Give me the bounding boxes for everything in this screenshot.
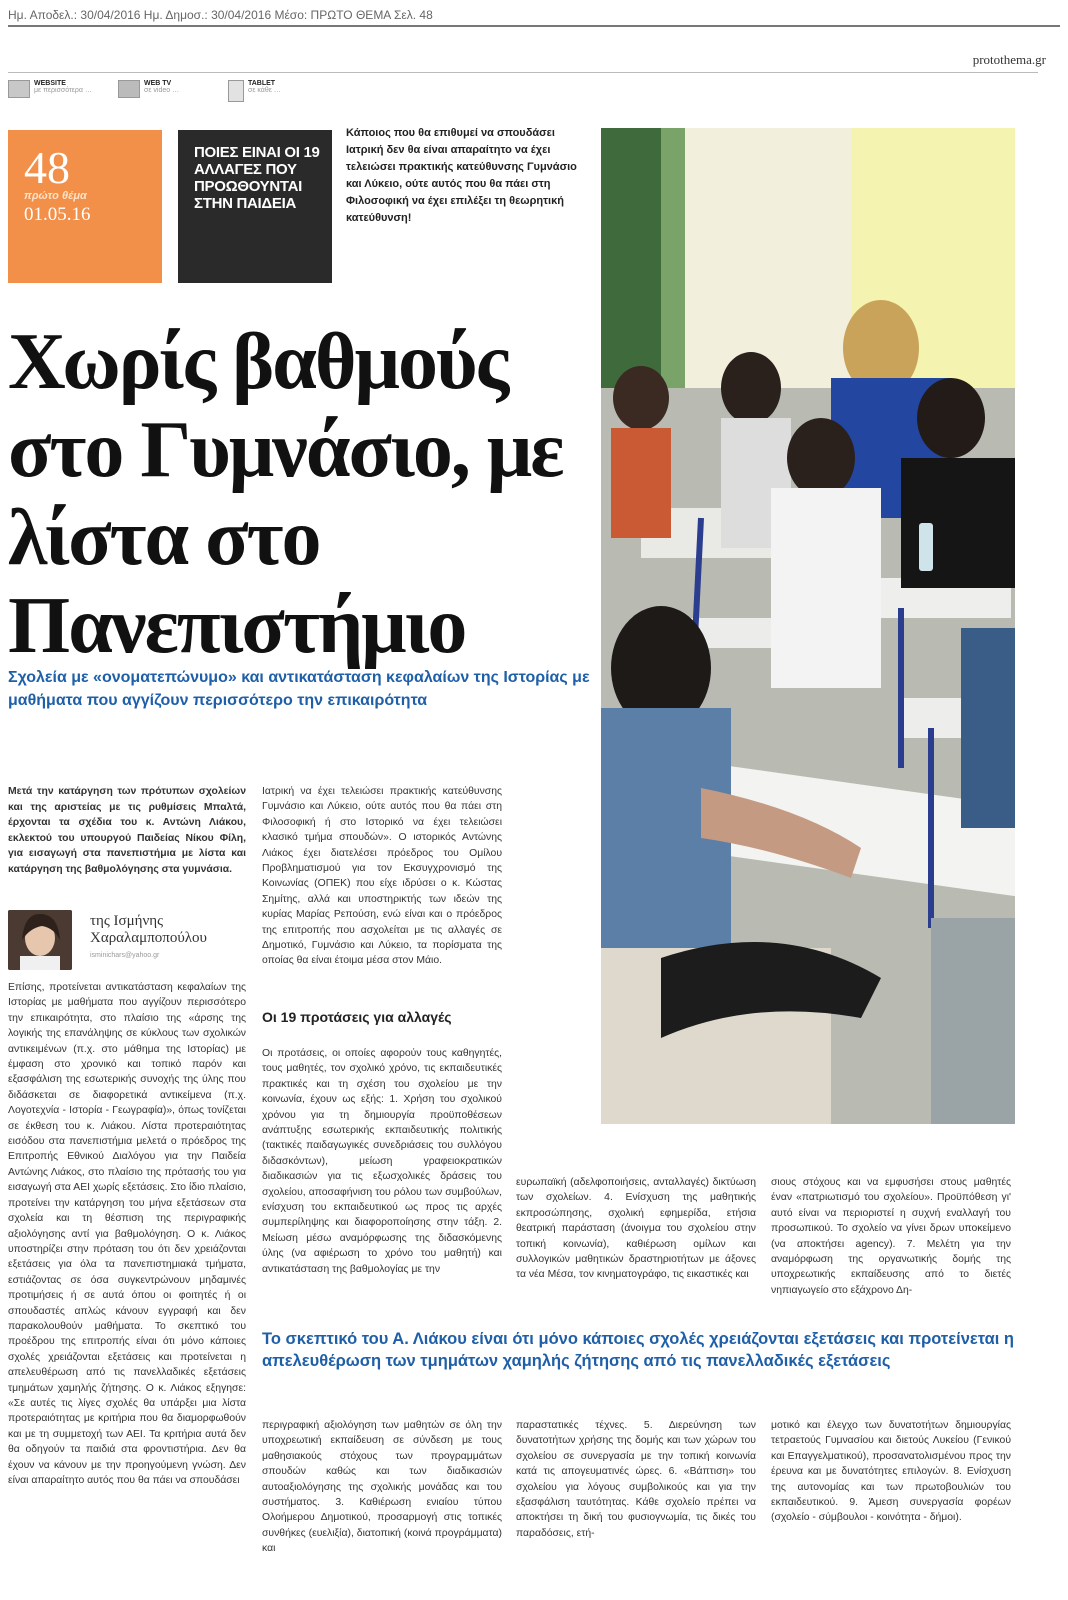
- header-divider: [8, 25, 1060, 27]
- exam-classroom-photo: [601, 128, 1015, 1124]
- media-tablet-label: TABLET: [248, 80, 276, 87]
- site-name: protothema.gr: [972, 52, 1046, 67]
- media-tablet-text: σε κάθε …: [248, 87, 281, 94]
- media-webtv-label: WEB TV: [144, 80, 172, 87]
- clipping-meta-line: Ημ. Αποδελ.: 30/04/2016 Ημ. Δημοσ.: 30/04/2016 Μέσο: ΠΡΩΤΟ ΘΕΜΑ Σελ. 48: [8, 8, 433, 22]
- play-icon: [118, 80, 140, 98]
- article-column-2-bottom: περιγραφική αξιολόγηση των μαθητών σε όλη την υποχρεωτική εκπαίδευση σε σύνδεση με τους μαθησιακούς στόχους των προγραμμάτων σπουδών καθώς και των διαδικασιών αυτοαξιολόγησης της σχολικής μονάδας και του συστήματος. 3. Καθιέρωση ενιαίου τύπου Ολοήμερου Δημοτικού, προσαρμογή στις τοπικές συνθήκες (ευελιξία), διατοπική (κοινά προγράμματα) και: [262, 1420, 502, 1555]
- media-website-label: WEBSITE: [34, 80, 66, 87]
- pull-quote: Το σκεπτικό του Α. Λιάκου είναι ότι μόνο κάποιες σχολές χρειάζονται εξετάσεις και προτείνεται η απελευθέρωση των τμημάτων χαμηλής ζήτησης από τις πανελλαδικές εξετάσεις: [262, 1330, 1015, 1370]
- headline: Χωρίς βαθμούς στο Γυμνάσιο, με λίστα στο Πανεπιστήμιο: [8, 318, 563, 670]
- badge-brand: πρώτο θέμα: [24, 190, 87, 202]
- article-column-2-top: Ιατρική να έχει τελειώσει πρακτικής κατεύθυνσης Γυμνάσιο και Λύκειο, ούτε αυτός που θα πάει στη Φιλοσοφική ή στο Ιστορικό να έχει τελειώσει κλασικό τμήμα σπουδών». Ο ιστορικός Αντώνης Λιάκος έχει διατελέσει πρόεδρος του Ομίλου Προβληματισμού για τον Εκσυγχρονισμό της Κοινωνίας (ΟΠΕΚ) που είχε ιδρύσει ο κ. Κώστας Σημίτης, αλλά και υποστηρικτής των ιδεών της κυρίας Μαρίας Ρεπούση, ενώ είναι και ο πρόεδρος της επιτροπής που ασχολείται με τις αλλαγές σε Δημοτικό, Γυμνάσιο και Λύκειο, τα πορίσματα της οποίας θα είναι έτοιμα μέσα στον Μάιο.: [262, 786, 502, 967]
- tablet-icon: [228, 80, 244, 102]
- media-webtv: [118, 80, 218, 106]
- author-surname: Χαραλαμποπούλου: [90, 930, 207, 946]
- badge-date: 01.05.16: [24, 204, 91, 225]
- section-heading: Οι 19 προτάσεις για αλλαγές: [262, 1009, 452, 1025]
- media-website-text: με περισσότερα …: [34, 87, 92, 94]
- article-intro: Μετά την κατάργηση των πρότυπων σχολείων και της αριστείας με τις ρυθμίσεις Μπαλτά, έρχονται τα σχέδια του κ. Αντώνη Λιάκου, εκλεκτού του υπουργού Παιδείας Νίκου Φίλη, για εισαγωγή στα πανεπιστήμια με λίστα και κατάργηση της βαθμολόγησης στα γυμνάσια.: [8, 786, 246, 875]
- photo-illustration: [601, 128, 1015, 1124]
- media-webtv-text: σε video …: [144, 87, 180, 94]
- badge-page-number: 48: [24, 142, 70, 193]
- page-badge: [8, 130, 162, 283]
- site-divider: [8, 72, 1038, 73]
- media-strip: [8, 80, 338, 106]
- monitor-icon: [8, 80, 30, 98]
- subheadline: Σχολεία με «ονοματεπώνυμο» και αντικατάσταση κεφαλαίων της Ιστορίας με μαθήματα που αγγίζουν περισσότερο την επικαιρότητα: [8, 669, 590, 709]
- article-column-1: Επίσης, προτείνεται αντικατάσταση κεφαλαίων της Ιστορίας με μαθήματα που αγγίζουν περισσότερο την επικαιρότητα, στο πλαίσιο της «άρσης της λογικής της επανάληψης σε κύκλους των σχολικών αντικειμένων (π.χ. στο μάθημα της Ιστορίας) με έμφαση στο χρονικό και τοπικό παρόν και εξασφάλιση της εσωτερικής συνοχής της ύλης που διδάσκεται σε διαφορετικά αντικείμενα (π.χ. Λογοτεχνία - Ιστορία - Γεωγραφία)», όπως τονίζεται σε έκθεση του κ. Λιάκου. Λίστα προτεραιότητας εισόδου στα πανεπιστήμια μελετά ο πρόεδρος της Επιτροπής Εθνικού Διαλόγου για την Παιδεία Αντώνης Λιάκος, στο πλαίσιο της πρότασής του για εισαγωγή στα ΑΕΙ χωρίς εξετάσεις. Στο ίδιο πλαίσιο, προτείνει την κατάργηση του μήνα εξετάσεων στα σχολεία και τη θέσπιση της περιγραφικής αξιολόγησης αντί για βαθμολόγηση. Ο κ. Λιάκος υποστηρίζει στην πρόταση του ότι δεν χρειάζονται εξετάσεις για όλα τα πανεπιστημιακά τμήματα, εστιάζοντας σε όσα συγκεντρώνουν μηδαμινές προτιμήσεις ή σε αυτά όπου οι φοιτητές ή οι σπουδαστές απλώς κάνουν εγγραφή και δεν παρακολουθούν μαθήματα. Το σκεπτικό του προέδρου της επιτροπής είναι ότι μόνο κάποιες σχολές χρειάζονται εξετάσεις και προτείνεται η απελευθέρωση από τις πανελλαδικές εξετάσεις τμημάτων χαμηλής ζήτησης. Ο κ. Λιάκος εξηγησε: «Σε αυτές τις λίγες σχολές θα υπάρξει μια λίστα προτεραιότητας με κριτήρια που θα διαμορφωθούν και με τη συμμετοχή των ΑΕΙ. Τα κριτήρια αυτά δεν θα οδηγούν τα παιδιά στα φροντιστήρια. Δεν θα έχουν να κάνουν με την προηγούμενη γνώση. Δεν είναι απαραίτητο αυτός που θα πάει να σπουδάσει: [8, 982, 246, 1486]
- article-column-3-bottom: παραστατικές τέχνες. 5. Διερεύνηση των δυνατοτήτων χρήσης της δομής και των χώρων του σχολείου σε συνεργασία με την τοπική κοινωνία κατά τις απογευματινές ώρες. 6. «Βάπτιση» του σχολείου για λόγους συμβολικούς και για την εξασφάλιση ταυτότητας. Κάθε σχολείο πρέπει να αποκτήσει τη δική του φυσιογνωμία, τις δικές του παραδόσεις, ετή-: [516, 1420, 756, 1539]
- lead-quote: Κάποιος που θα επιθυμεί να σπουδάσει Ιατρική δεν θα είναι απαραίτητο να έχει τελειώσει πρακτικής κατεύθυνσης Γυμνάσιο και Λύκειο, ούτε αυτός που θα πάει στη Φιλοσοφική να έχει επιλέξει τη θεωρητική κατεύθυνση!: [346, 127, 577, 224]
- author-byline: [90, 913, 250, 947]
- article-column-4-mid: σιους στόχους και να εμφυσήσει στους μαθητές έναν «πατριωτισμό του σχολείου». Προϋπόθεση γι' αυτό είναι να περιοριστεί η συχνή εναλλαγή του προσωπικού. Το σχολείο να γίνει δρων υποκείμενο (να αποκτήσει agency). 7. Μελέτη για την αναμόρφωση της οργανωτικής δομής της υποχρεωτικής εκπαίδευσης από το διετές νηπιαγωγείο στο εξάχρονο Δη-: [771, 1177, 1011, 1296]
- author-by: της Ισμήνης: [90, 913, 164, 929]
- article-column-2-mid: Οι προτάσεις, οι οποίες αφορούν τους καθηγητές, τους μαθητές, τον σχολικό χρόνο, τις εκπαιδευτικές πρακτικές και τη σχέση του σχολείου με την κοινωνία, έχουν ως εξής: 1. Χρήση του σχολικού χρόνου για τη δημιουργία προϋποθέσεων ανάπτυξης εσωτερικής εκπαιδευτικής πολιτικής (τακτικές παιδαγωγικές συνεδριάσεις του συλλόγου διδασκόντων), μείωση γραφειοκρατικών διαδικασιών για τις εξωσχολικές δράσεις του σχολείου, αποσαφήνιση του ρόλου των συμβούλων, ενίσχυση του εκπαιδευτικού ως προς τις αρχές συμπερίληψης και διαφοροποίησης στην τάξη. 2. Μείωση μέσω αναμόρφωσης της διδασκόμενης ύλης (να αφιέρωση το χρόνο του μαθητή) και αντικατάσταση της βαθμολογίας με την: [262, 1048, 502, 1275]
- teaser-box: [178, 130, 332, 283]
- media-website: [8, 80, 108, 106]
- author-email: isminichars@yahoo.gr: [90, 952, 160, 959]
- article-column-4-bottom: μοτικό και έλεγχο των δυνατοτήτων δημιουργίας τετραετούς Γυμνασίου και διετούς Λυκείου (Γενικού και Επαγγελματικού), προσανατολισμένου προς την έρευνα και με δυνατότητες επιλογών. 8. Ενίσχυση της αυτονομίας και των πρωτοβουλιών του εκπαιδευτικού. 9. Άμεση συνεργασία φορέων (σχολείο - σύμβουλοι - κοινότητα - δήμοι).: [771, 1420, 1011, 1524]
- teaser-text: ΠΟΙΕΣ ΕΙΝΑΙ ΟΙ 19 ΑΛΛΑΓΕΣ ΠΟΥ ΠΡΟΩΘΟΥΝΤΑΙ ΣΤΗΝ ΠΑΙΔΕΙΑ: [194, 144, 320, 212]
- article-column-3-mid: ευρωπαϊκή (αδελφοποιήσεις, ανταλλαγές) δικτύωση των σχολείων. 4. Ενίσχυση της μαθητικής εκπροσώπησης, σχολική εφημερίδα, ετήσια θεατρική παράσταση (άνοιγμα του σχολείου στην τοπική κοινωνία), καθιέρωση ομίλων και συλλογικών μαθητικών δραστηριοτήτων με άξονες τα νέα Μέσα, τον κινηματογράφο, τις εικαστικές και: [516, 1177, 756, 1281]
- media-tablet: [228, 80, 328, 106]
- author-avatar: [8, 910, 72, 970]
